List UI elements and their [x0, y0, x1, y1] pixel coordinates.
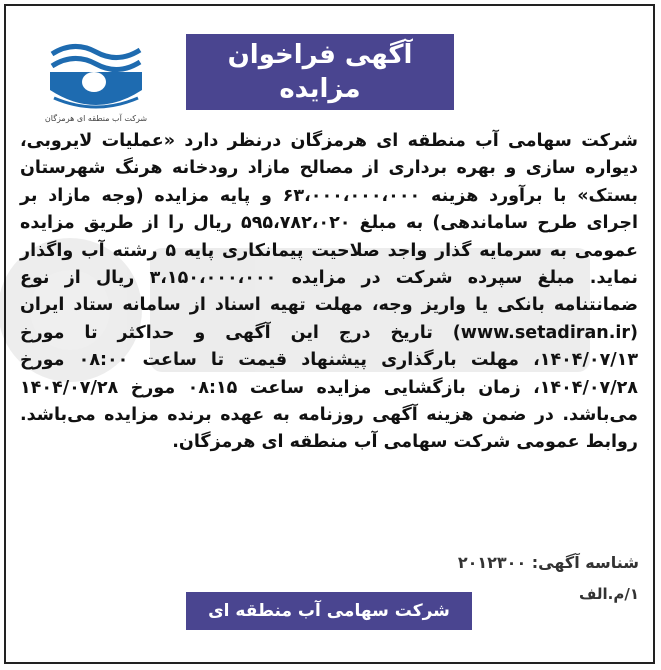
- notice-id: شناسه آگهی: ۲۰۱۲۳۰۰: [457, 553, 639, 572]
- page-subtitle: (نوبت دوم): [264, 109, 376, 133]
- page-title: آگهی فراخوان مزایده: [227, 40, 413, 104]
- company-logo: [44, 32, 148, 136]
- notice-paragraph: شرکت سهامی آب منطقه ای هرمزگان درنظر دارد «عملیات لایروبی، دیواره سازی و بهره برداری از مصالح مازاد رودخانه هرنگ شهرستان بستک» با برآورد هزینه ۶۳،۰۰۰،۰۰۰،۰۰۰ و پایه مزایده (وجه مازاد بر اجرای طرح ساماندهی) به مبلغ ۵۹۵،۷۸۲،۰۲۰ ریال را از طریق مزایده عمومی به سرمایه گذار واجد صلاحیت پیمانکاری پایه ۵ رشته آب واگذار نماید. مبلغ سپرده شرکت در مزایده ۳،۱۵۰،۰۰۰،۰۰۰ ریال از نوع ضمانتنامه بانکی یا واریز وجه، مهلت تهیه اسناد از سامانه ستاد ایران (www.setadiran.ir) تاریخ درج این آگهی و حداکثر تا مورخ ۱۴۰۴/۰۷/۱۳، مهلت بارگذاری پیشنهاد قیمت تا ساعت ۰۸:۰۰ مورخ ۱۴۰۴/۰۷/۲۸، زمان بازگشایی مزایده ساعت ۰۸:۱۵ مورخ ۱۴۰۴/۰۷/۲۸ می‌باشد. در ضمن هزینه آگهی روزنامه به عهده برنده مزایده می‌باشد. روابط عمومی شرکت سهامی آب منطقه ای هرمزگان.: [20, 131, 639, 453]
- footer-company-label: شرکت سهامی آب منطقه ای هرمزگان: [186, 592, 472, 630]
- notice-body: [20, 128, 638, 457]
- notice-title-box: [186, 34, 454, 133]
- logo-caption: شرکت آب منطقه ای هرمزگان: [44, 114, 148, 123]
- notice-reference: ۱/م.الف: [579, 585, 639, 603]
